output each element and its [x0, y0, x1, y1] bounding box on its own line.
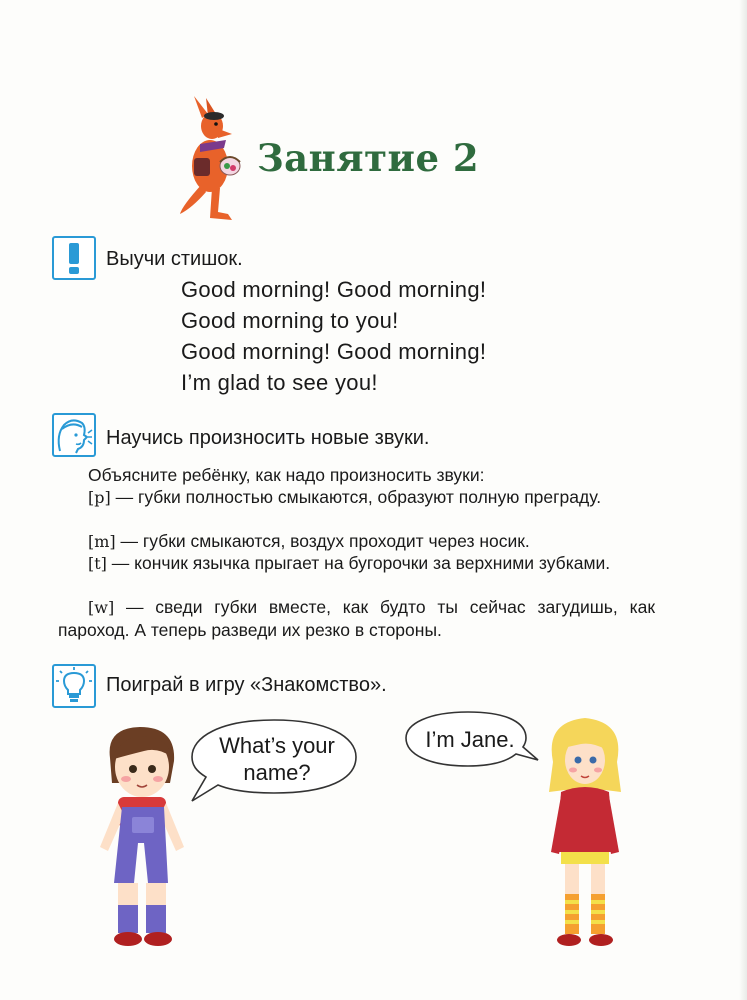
- sound-item-m: [58, 530, 655, 553]
- learn-poem-heading: Выучи стишок.: [106, 248, 243, 270]
- lightbulb-icon: [52, 664, 96, 708]
- game-heading: Поиграй в игру «Знакомство».: [106, 674, 387, 696]
- phoneme-symbol: [t]: [88, 554, 107, 573]
- sound-description: — губки смыкаются, воздух проходит через носик.: [115, 531, 530, 551]
- girl-speech-text: I’m Jane.: [425, 727, 515, 752]
- exclamation-icon: [52, 236, 96, 280]
- page-edge: [739, 0, 747, 1000]
- sounds-intro: Объясните ребёнку, как надо произносить звуки:: [88, 465, 485, 485]
- poem-line: I’m glad to see you!: [181, 370, 378, 395]
- boy-speech-text: [205, 732, 349, 786]
- poem-line: Good morning! Good morning!: [181, 339, 487, 364]
- boy-speech-line: name?: [243, 760, 311, 785]
- sound-item-t: [58, 552, 655, 575]
- boy-speech-line: What’s your: [219, 733, 335, 758]
- sound-item-w: [58, 596, 655, 641]
- poem-line: Good morning! Good morning!: [181, 277, 487, 302]
- poem-line: Good morning to you!: [181, 308, 399, 333]
- face-speaking-icon: [52, 413, 96, 457]
- sound-description: — кончик язычка прыгает на бугорочки за верхними зубками.: [106, 553, 611, 573]
- sound-item-p: [58, 486, 655, 509]
- sounds-heading: Научись произносить новые звуки.: [106, 427, 430, 449]
- sound-description: — губки полностью смыкаются, образуют полную преграду.: [110, 487, 602, 507]
- phoneme-symbol: [p]: [88, 488, 111, 507]
- boy-illustration: [88, 723, 198, 958]
- sound-description: — сведи губки вместе, как будто ты сейчас загудишь, как пароход. А теперь разведи их резко в стороны.: [58, 597, 655, 640]
- phoneme-symbol: [m]: [88, 532, 116, 551]
- girl-illustration: [545, 712, 625, 952]
- phoneme-symbol: [w]: [88, 598, 115, 617]
- kangaroo-mascot-illustration: [172, 96, 252, 224]
- lesson-title: Занятие 2: [257, 136, 480, 180]
